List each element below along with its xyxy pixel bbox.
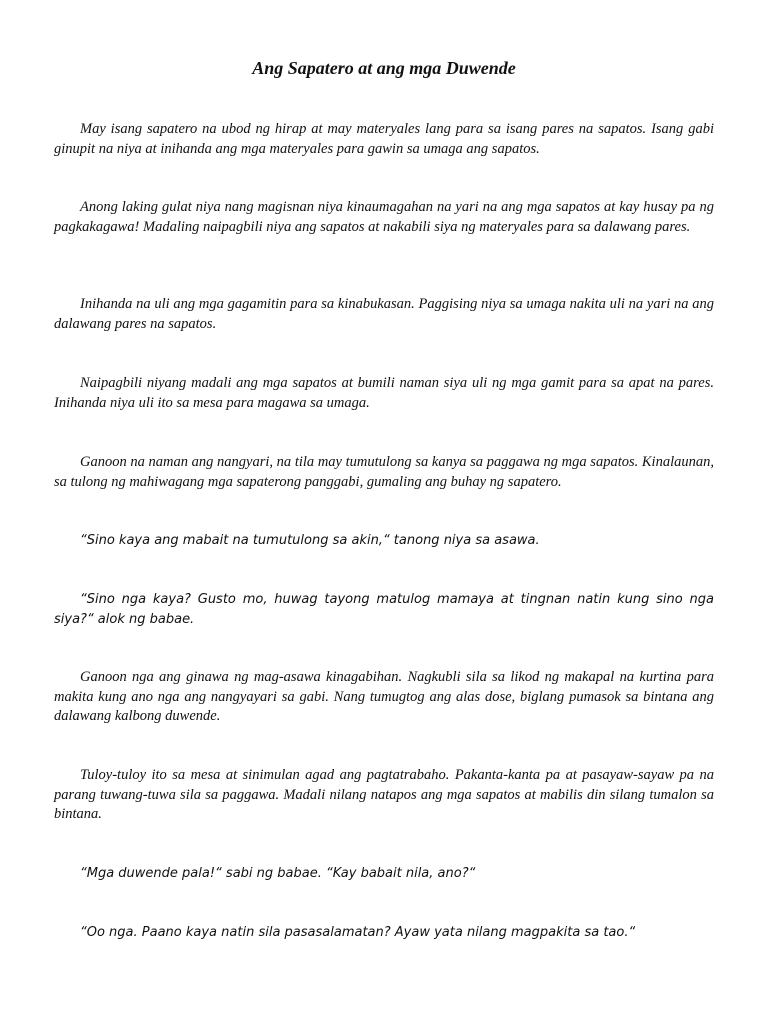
paragraph-7-dialogue: “Sino nga kaya? Gusto mo, huwag tayong matulog mamaya at tingnan natin kung sino nga siya?“ alok ng babae. bbox=[54, 592, 714, 627]
paragraph-8: Ganoon nga ang ginawa ng mag-asawa kinagabihan. Nagkubli sila sa likod ng makapal na kurtina para makita kung ano nga ang nangyayari sa gabi. Nang tumugtog ang alas dose, biglang pumasok sa bintana ang dalawang kalbong duwende. bbox=[54, 669, 714, 724]
document-title: Ang Sapatero at ang mga Duwende bbox=[252, 58, 516, 78]
paragraph-2: Anong laking gulat niya nang magisnan niya kinaumagahan na yari na ang mga sapatos at kay husay pa ng pagkakagawa! Madaling naipagbili niya ang sapatos at nakabili siya ng materyales para sa dalawang pares. bbox=[54, 199, 714, 235]
paragraph-1: May isang sapatero na ubod ng hirap at may materyales lang para sa isang pares na sapatos. Isang gabi ginupit na niya at inihanda ang mga materyales para gawin sa umaga ang sapatos. bbox=[54, 121, 714, 157]
paragraph-3: Inihanda na uli ang mga gagamitin para sa kinabukasan. Paggising niya sa umaga nakita uli na yari na ang dalawang pares na sapatos. bbox=[54, 296, 714, 332]
paragraph-10-dialogue: “Mga duwende pala!“ sabi ng babae. “Kay babait nila, ano?“ bbox=[80, 866, 476, 881]
paragraph-4: Naipagbili niyang madali ang mga sapatos at bumili naman siya uli ng mga gamit para sa apat na pares. Inihanda niya uli ito sa mesa para magawa sa umaga. bbox=[54, 375, 714, 411]
paragraph-5: Ganoon na naman ang nangyari, na tila may tumutulong sa kanya sa paggawa ng mga sapatos. Kinalaunan, sa tulong ng mahiwagang mga sapaterong panggabi, gumaling ang buhay ng sapatero. bbox=[54, 454, 714, 490]
paragraph-6-dialogue: “Sino kaya ang mabait na tumutulong sa akin,“ tanong niya sa asawa. bbox=[80, 533, 540, 548]
paragraph-11-dialogue: “Oo nga. Paano kaya natin sila pasasalamatan? Ayaw yata nilang magpakita sa tao.“ bbox=[80, 925, 636, 940]
paragraph-9: Tuloy-tuloy ito sa mesa at sinimulan agad ang pagtatrabaho. Pakanta-kanta pa at pasayaw-sayaw pa na parang tuwang-tuwa sila sa paggawa. Madali nilang natapos ang mga sapatos at mabilis din silang tumalon sa bintana. bbox=[54, 767, 714, 822]
